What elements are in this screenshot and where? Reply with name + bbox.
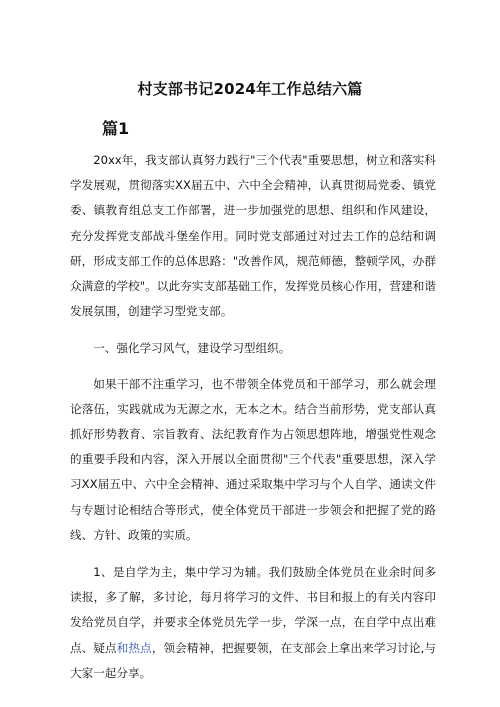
hotspot-link[interactable]: 和热点 [116,640,152,655]
self-study-text-b: ，领会精神，把握要领，在支部会上拿出来学习讨论,与大家一起分享。 [70,640,436,680]
paragraph-study: 如果干部不注重学习，也不带领全体党员和干部学习，那么就会理论落伍，实践就成为无源之水，无本之木。结合当前形势，党支部认真抓好形势教育、宗旨教育、法纪教育作为占领思想阵地，增强党性观念的重要手段和内容，深入开展以全面贯彻"三个代表"重要思想，深入学习XX届五中、六中全会精神、通过采取集中学习与个人自学、通读文件与专题讨论相结合等形式，使全体党员干部进一步领会和把握了党的路线、方针、政策的实质。 [70,376,436,542]
section-heading: 篇1 [102,119,130,138]
paragraph-self-study [70,560,436,686]
paragraph-intro: 20xx年，我支部认真努力践行"三个代表"重要思想，树立和落实科学发展观，贯彻落实XX届五中、六中全会精神，认真贯彻局党委、镇党委、镇教育组总支工作部署，进一步加强党的思想、组织和作风建设，充分发挥党支部战斗堡垒作用。同时党支部通过对过去工作的总结和调研，形成支部工作的总体思路："改善作风，规范师德，整顿学风，办群众满意的学校"。以此夯实支部基础工作，发挥党员核心作用，营建和谐发展氛围，创建学习型党支部。 [70,153,436,319]
document-body [70,148,436,698]
paragraph-heading-1: 一、强化学习风气，建设学习型组织。 [93,341,291,356]
document-title: 村支部书记2024年工作总结六篇 [137,80,363,98]
self-study-text-a: 1、是自学为主，集中学习为辅。我们鼓励全体党员在业余时间多读报，多了解，多讨论，每月将学习的文件、书目和报上的有关内容印发给党员自学，并要求全体党员先学一步，学深一点，在自学中点出难点、疑点 [70,565,436,655]
